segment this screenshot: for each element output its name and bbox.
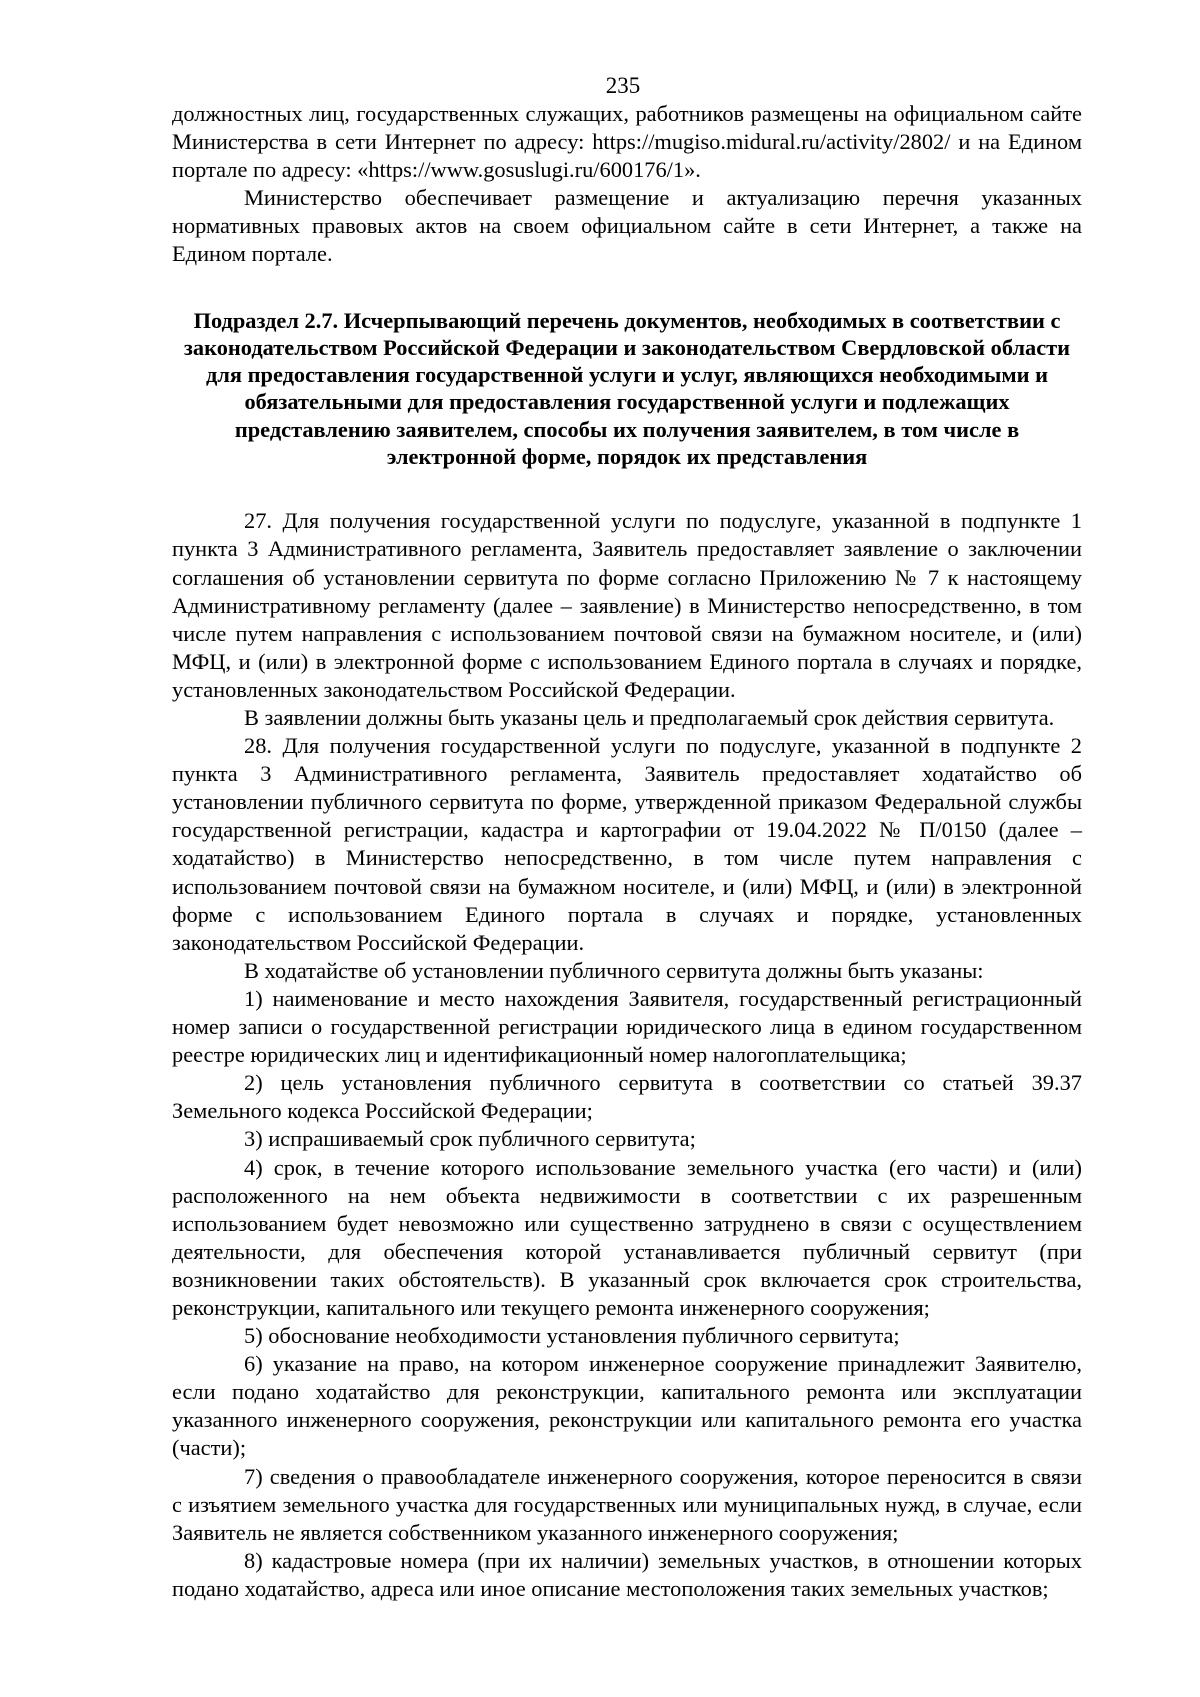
intro-paragraph-publication: Министерство обеспечивает размещение и актуализацию перечня указанных нормативных правовых актов на своем официальном сайте в сети Интернет, а также на Едином портале. — [172, 185, 1082, 267]
list-item-1: 1) наименование и место нахождения Заявителя, государственный регистрационный номер записи о государственной регистрации юридического лица в едином государственном реестре юридических лиц и идентификационный номер налогоплательщика; — [172, 985, 1082, 1068]
paragraph-application-purpose: В заявлении должны быть указаны цель и предполагаемый срок действия сервитута. — [244, 705, 1055, 730]
list-item-8: 8) кадастровые номера (при их наличии) земельных участков, в отношении которых подано ходатайство, адреса или иное описание местоположения таких земельных участков; — [172, 1547, 1082, 1601]
subsection-heading: Подраздел 2.7. Исчерпывающий перечень документов, необходимых в соответствии с законодательством Российской Федерации и законодательством Свердловской области для предоставления государственной услуги и услуг, являющихся необходимыми и обязательными для предоставления государственной услуги и подлежащих представлению заявителем, способы их получения заявителем, в том числе в электронной форме, порядок их представления — [183, 307, 1071, 470]
list-item-2: 2) цель установления публичного сервитута в соответствии со статьей 39.37 Земельного кодекса Российской Федерации; — [172, 1070, 1082, 1124]
intro-paragraph-contacts: должностных лиц, государственных служащих, работников размещены на официальном сайте Министерства в сети Интернет по адресу: https://mugiso.midural.ru/activity/2802/ и на Едином портале по адресу: «https://www.gosuslugi.ru/600176/1». — [172, 101, 1082, 183]
list-item-4: 4) срок, в течение которого использование земельного участка (его части) и (или) расположенного на нем объекта недвижимости в соответствии с их разрешенным использованием будет невозможно или существенно затруднено в связи с осуществлением деятельности, для обеспечения которой устанавливается публичный сервитут (при возникновении таких обстоятельств). В указанный срок включается срок строительства, реконструкции, капитального или текущего ремонта инженерного сооружения; — [172, 1154, 1082, 1320]
paragraph-28: 28. Для получения государственной услуги по подуслуге, указанной в подпункте 2 пункта 3 Административного регламента, Заявитель предоставляет ходатайство об установлении публичного сервитута по форме, утвержденной приказом Федеральной службы государственной регистрации, кадастра и картографии от 19.04.2022 № П/0150 (далее – ходатайство) в Министерство непосредственно, в том числе путем направления с использованием почтовой связи на бумажном носителе, и (или) МФЦ, и (или) в электронной форме с использованием Единого портала в случаях и порядке, установленных законодательством Российской Федерации. — [172, 733, 1082, 955]
list-item-6: 6) указание на право, на котором инженерное сооружение принадлежит Заявителю, если подано ходатайство для реконструкции, капитального ремонта или эксплуатации указанного инженерного сооружения, реконструкции или капитального ремонта его участка (части); — [172, 1351, 1082, 1461]
list-item-5: 5) обоснование необходимости установления публичного сервитута; — [244, 1323, 900, 1349]
list-item-7: 7) сведения о правообладателе инженерного сооружения, которое переносится в связи с изъятием земельного участка для государственных или муниципальных нужд, в случае, если Заявитель не является собственником указанного инженерного сооружения; — [172, 1463, 1082, 1545]
page-number: 235 — [605, 73, 641, 98]
paragraph-petition-contents-intro: В ходатайстве об установлении публичного сервитута должны быть указаны: — [244, 957, 984, 983]
list-item-3: 3) испрашиваемый срок публичного сервитута; — [244, 1126, 696, 1152]
paragraph-27: 27. Для получения государственной услуги по подуслуге, указанной в подпункте 1 пункта 3 Административного регламента, Заявитель предоставляет заявление о заключении соглашения об установлении сервитута по форме согласно Приложению № 7 к настоящему Административному регламенту (далее – заявление) в Министерство непосредственно, в том числе путем направления с использованием почтовой связи на бумажном носителе, и (или) МФЦ, и (или) в электронной форме с использованием Единого портала в случаях и порядке, установленных законодательством Российской Федерации. — [172, 508, 1082, 702]
